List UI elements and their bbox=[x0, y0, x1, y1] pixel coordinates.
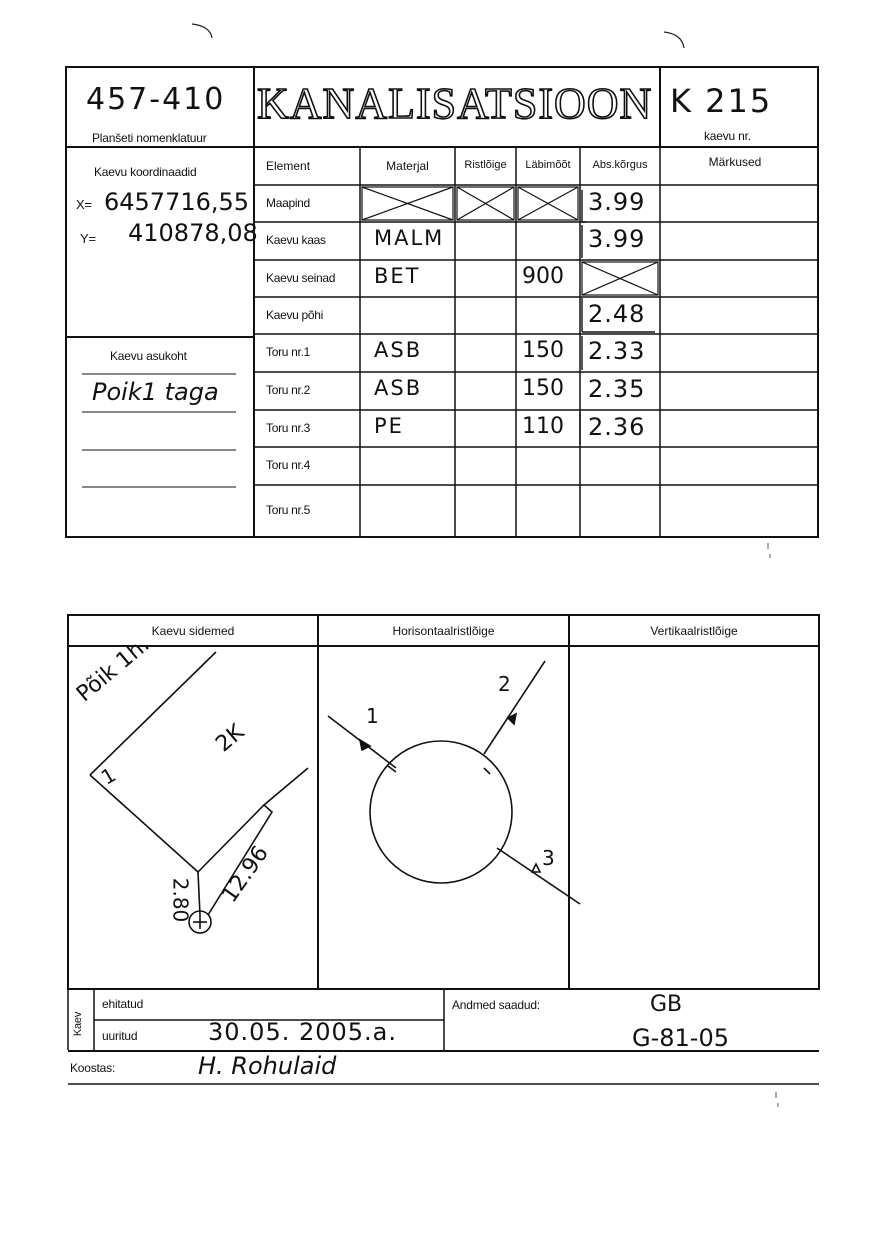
data-source-label: Andmed saadud: bbox=[452, 998, 540, 1012]
row-element-label: Kaevu seinad bbox=[266, 270, 336, 285]
sketch-header-connections: Kaevu sidemed bbox=[151, 624, 235, 638]
row-element-label: Kaevu kaas bbox=[266, 233, 326, 247]
row-material: PE bbox=[374, 413, 404, 438]
row-element-label: Toru nr.5 bbox=[266, 503, 310, 517]
row-material: ASB bbox=[374, 338, 423, 362]
well-number-label: kaevu nr. bbox=[704, 129, 751, 143]
row-material: ASB bbox=[374, 376, 423, 400]
sketch-header-vertical: Vertikaalristlõige bbox=[650, 624, 738, 638]
row-abs-height: 2.33 bbox=[588, 337, 646, 365]
location-value: Poik1 taga bbox=[92, 378, 219, 406]
row-abs-height: 2.48 bbox=[588, 299, 646, 328]
row-diameter: 900 bbox=[522, 263, 564, 289]
street-label: Põik 1h. bbox=[72, 632, 155, 708]
pipe-3-label: 3 bbox=[542, 846, 555, 870]
nomenclature-value: 457-410 bbox=[86, 82, 226, 117]
corner-label: 1 bbox=[96, 762, 120, 790]
row-element-label: Kaevu põhi bbox=[266, 307, 324, 322]
col-header-remarks: Märkused bbox=[708, 155, 762, 169]
row-element-label: Toru nr.1 bbox=[266, 345, 310, 359]
pipe-1-label: 1 bbox=[366, 704, 379, 728]
col-header-material: Materjal bbox=[386, 159, 429, 173]
building-label: 2K bbox=[211, 719, 250, 758]
coordinates-label: Kaevu koordinaadid bbox=[94, 165, 197, 179]
row-abs-height: 3.99 bbox=[588, 187, 646, 216]
updated-value: 30.05. 2005.a. bbox=[208, 1018, 398, 1046]
distance-label-1: 2.80 bbox=[168, 877, 193, 923]
sketch-frame bbox=[68, 615, 819, 989]
footer-side-label: Kaev bbox=[72, 1011, 85, 1037]
row-diameter: 110 bbox=[522, 413, 564, 439]
row-abs-height: 2.35 bbox=[588, 375, 646, 403]
punch-mark-left bbox=[192, 24, 212, 38]
punch-mark-right bbox=[664, 32, 684, 48]
col-header-cross-section: Ristlõige bbox=[464, 159, 507, 171]
coordinate-y-prefix: Y= bbox=[80, 231, 96, 246]
row-abs-height: 2.36 bbox=[588, 412, 646, 441]
built-label: ehitatud bbox=[102, 997, 144, 1011]
coordinate-y-value: 410878,08 bbox=[128, 219, 258, 247]
row-element-label: Maapind bbox=[266, 195, 310, 210]
author-label: Koostas: bbox=[70, 1061, 116, 1075]
col-header-element: Element bbox=[266, 159, 311, 173]
nomenclature-label: Planšeti nomenklatuur bbox=[92, 131, 207, 145]
location-label: Kaevu asukoht bbox=[110, 349, 187, 363]
row-element-label: Toru nr.4 bbox=[266, 458, 310, 472]
data-source-value-1: GB bbox=[650, 992, 683, 1017]
sidemed-sketch bbox=[90, 652, 308, 933]
page-title: KANALISATSIOON bbox=[257, 79, 653, 128]
col-header-diameter: Läbimõõt bbox=[525, 159, 571, 171]
sketch-header-horizontal: Horisontaalristlõige bbox=[392, 624, 495, 638]
row-abs-height: 3.99 bbox=[588, 225, 646, 253]
pipe-2-label: 2 bbox=[498, 672, 511, 696]
well-number-value: K 215 bbox=[670, 82, 773, 120]
coordinate-x-value: 6457716,55 bbox=[104, 188, 250, 216]
row-material: BET bbox=[374, 263, 421, 288]
row-element-label: Toru nr.3 bbox=[266, 420, 310, 435]
data-source-value-2: G-81-05 bbox=[632, 1024, 729, 1052]
updated-label: uuritud bbox=[102, 1029, 138, 1043]
author-value: H. Rohulaid bbox=[198, 1052, 337, 1080]
distance-label-2: 12.96 bbox=[217, 841, 274, 908]
row-material: MALM bbox=[374, 226, 445, 250]
row-element-label: Toru nr.2 bbox=[266, 383, 310, 397]
coordinate-x-prefix: X= bbox=[76, 197, 92, 212]
row-diameter: 150 bbox=[522, 338, 564, 363]
row-diameter: 150 bbox=[522, 376, 564, 401]
col-header-abs-height: Abs.kõrgus bbox=[592, 159, 648, 171]
